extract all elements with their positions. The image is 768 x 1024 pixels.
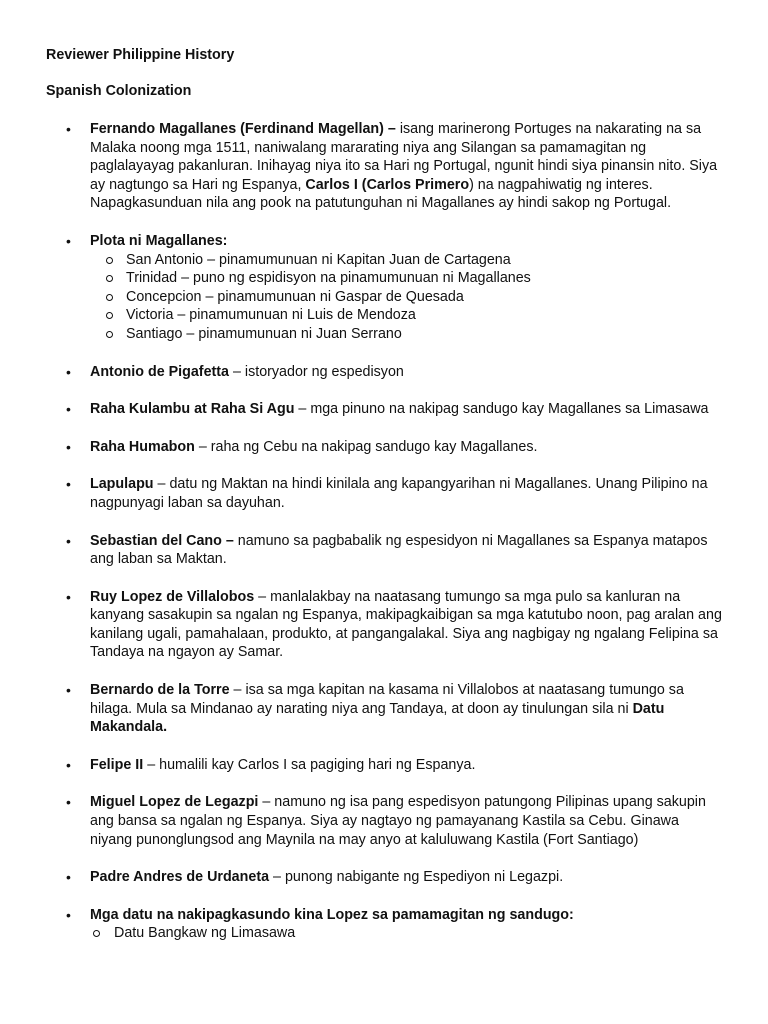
circle-bullet-icon xyxy=(106,294,113,301)
entry-text: namuno sa pagbabalik ng espesidyon ni Magallanes sa Espanya matapos ang laban sa Maktan. xyxy=(90,532,708,568)
sub-item-text: Victoria – pinamumunuan ni Luis de Mendoza xyxy=(126,307,416,324)
sub-list xyxy=(90,924,722,943)
sub-item-text: Concepcion – pinamumunuan ni Gaspar de Quesada xyxy=(126,288,464,305)
sub-item-text: Datu Bangkaw ng Limasawa xyxy=(114,925,296,942)
sub-item-text: Trinidad – puno ng espidisyon na pinamumunuan ni Magallanes xyxy=(126,270,531,287)
list-item xyxy=(0,400,722,419)
section-heading: Spanish Colonization xyxy=(46,83,192,99)
entry-emphasis: Datu Makandala. xyxy=(90,700,665,736)
sub-list-item xyxy=(90,924,722,943)
entry-text: – istoryador ng espedisyon xyxy=(229,363,404,380)
sub-list-item xyxy=(80,306,722,325)
bullet-icon: • xyxy=(66,682,71,699)
bullet-icon: • xyxy=(66,121,71,137)
circle-bullet-icon xyxy=(106,331,113,338)
list-item xyxy=(0,756,722,775)
entry-name: Mga datu na nakipagkasundo kina Lopez sa pamamagitan ng sandugo: xyxy=(90,906,574,923)
bullet-icon: • xyxy=(66,588,71,605)
sub-list-item xyxy=(80,288,722,307)
entry-name: Miguel Lopez de Legazpi xyxy=(90,794,259,811)
entry-name: Lapulapu xyxy=(90,476,154,493)
entry-text: – datu ng Maktan na hindi kinilala ang kapangyarihan ni Magallanes. Unang Pilipino na nagpunyagi laban sa dayuhan. xyxy=(90,476,708,511)
bullet-icon: • xyxy=(66,438,71,455)
list-item xyxy=(0,120,722,213)
circle-bullet-icon xyxy=(106,275,113,282)
circle-bullet-icon xyxy=(106,257,113,264)
entry-text: – isa sa mga kapitan na kasama ni Villalobos at naatasang tumungo sa hilaga. Mula sa Mindanao ay narating niya ang Tandaya, at doon ay tinulungan sila ni xyxy=(90,682,684,717)
entry-name: Antonio de Pigafetta xyxy=(90,363,229,380)
list-item xyxy=(0,363,722,382)
entry-name: Felipe II xyxy=(90,756,144,773)
sub-item-text: Santiago – pinamumunuan ni Juan Serrano xyxy=(126,325,402,342)
list-item xyxy=(0,681,722,737)
list-item xyxy=(0,906,722,943)
entry-text: – manlalakbay na naatasang tumungo sa mga pulo sa kanluran na kanyang sasakupin sa ngalan ng Espanya, makipagkaibigan sa mga katutubo noon, pag aralan ang kanilang ugali, pamahalaan, produkto, at pangangalakal. Siya ang nagbigay ng ngalang Felipina sa Tandaya na ngayon ay Samar. xyxy=(90,588,722,661)
entry-text: – punong nabigante ng Espediyon ni Legazpi. xyxy=(269,869,564,886)
sub-list-item xyxy=(80,251,722,270)
list-item xyxy=(0,532,722,569)
entry-text: – namuno ng isa pang espedisyon patungong Pilipinas upang sakupin ang bansa sa ngalan ng Espanya. Siya ay nagtayo ng pamayanang Kastila sa Cebu. Ginawa niyang punonglungsod ang Maynila na may anyo at kaluluwang Kastila (Fort Santiago) xyxy=(90,794,706,848)
list-item xyxy=(0,438,722,457)
bullet-icon: • xyxy=(66,401,71,418)
bullet-icon: • xyxy=(66,232,71,249)
entry-text: – raha ng Cebu na nakipag sandugo kay Magallanes. xyxy=(194,438,538,455)
entry-name: Padre Andres de Urdaneta xyxy=(90,869,270,886)
entry-name: Ruy Lopez de Villalobos xyxy=(90,588,255,605)
bullet-icon: • xyxy=(66,476,71,493)
bullet-icon: • xyxy=(66,532,71,549)
bullet-icon: • xyxy=(66,869,71,886)
entry-name: Fernando Magallanes (Ferdinand Magellan) – xyxy=(90,121,396,137)
circle-bullet-icon xyxy=(106,312,113,319)
entry-text: – mga pinuno na nakipag sandugo kay Magallanes sa Limasawa xyxy=(294,401,709,418)
circle-bullet-icon xyxy=(93,930,100,937)
document-title: Reviewer Philippine History xyxy=(46,47,235,63)
bullet-icon: • xyxy=(66,794,71,811)
bullet-icon: • xyxy=(66,363,71,380)
sub-list xyxy=(90,251,722,344)
entry-emphasis: Carlos I (Carlos Primero xyxy=(305,176,470,193)
sub-list-item xyxy=(80,325,722,344)
bullet-icon: • xyxy=(66,906,71,923)
entry-text: ) na nagpahiwatig ng interes. Napagkasunduan nila ang pook na patutunguhan ni Magallanes ay hindi sakop ng Portugal. xyxy=(90,176,672,212)
list-item xyxy=(0,868,722,887)
entry-name: Plota ni Magallanes: xyxy=(90,232,228,249)
bullet-list xyxy=(0,120,768,943)
entry-name: Sebastian del Cano – xyxy=(90,532,234,549)
list-item xyxy=(0,475,722,512)
entry-text: – humalili kay Carlos I sa pagiging hari ng Espanya. xyxy=(143,756,476,773)
entry-name: Bernardo de la Torre xyxy=(90,682,230,699)
list-item xyxy=(0,588,722,662)
bullet-icon: • xyxy=(66,756,71,773)
entry-text: isang marinerong Portuges na nakarating na sa Malaka noong mga 1511, naniwalang mararating niya ang Silangan sa pamamagitan ng paglalayayag pakanluran. Inihayag niya ito sa Hari ng Portugal, ngunit hindi siya pinansin nito. Siya ay nagtungo sa Hari ng Espanya, xyxy=(90,121,718,193)
entry-name: Raha Kulambu at Raha Si Agu xyxy=(90,401,295,418)
list-item xyxy=(0,232,722,344)
sub-item-text: San Antonio – pinamumunuan ni Kapitan Juan de Cartagena xyxy=(126,251,511,268)
sub-list-item xyxy=(80,269,722,288)
list-item xyxy=(0,793,722,849)
entry-name: Raha Humabon xyxy=(90,438,195,455)
